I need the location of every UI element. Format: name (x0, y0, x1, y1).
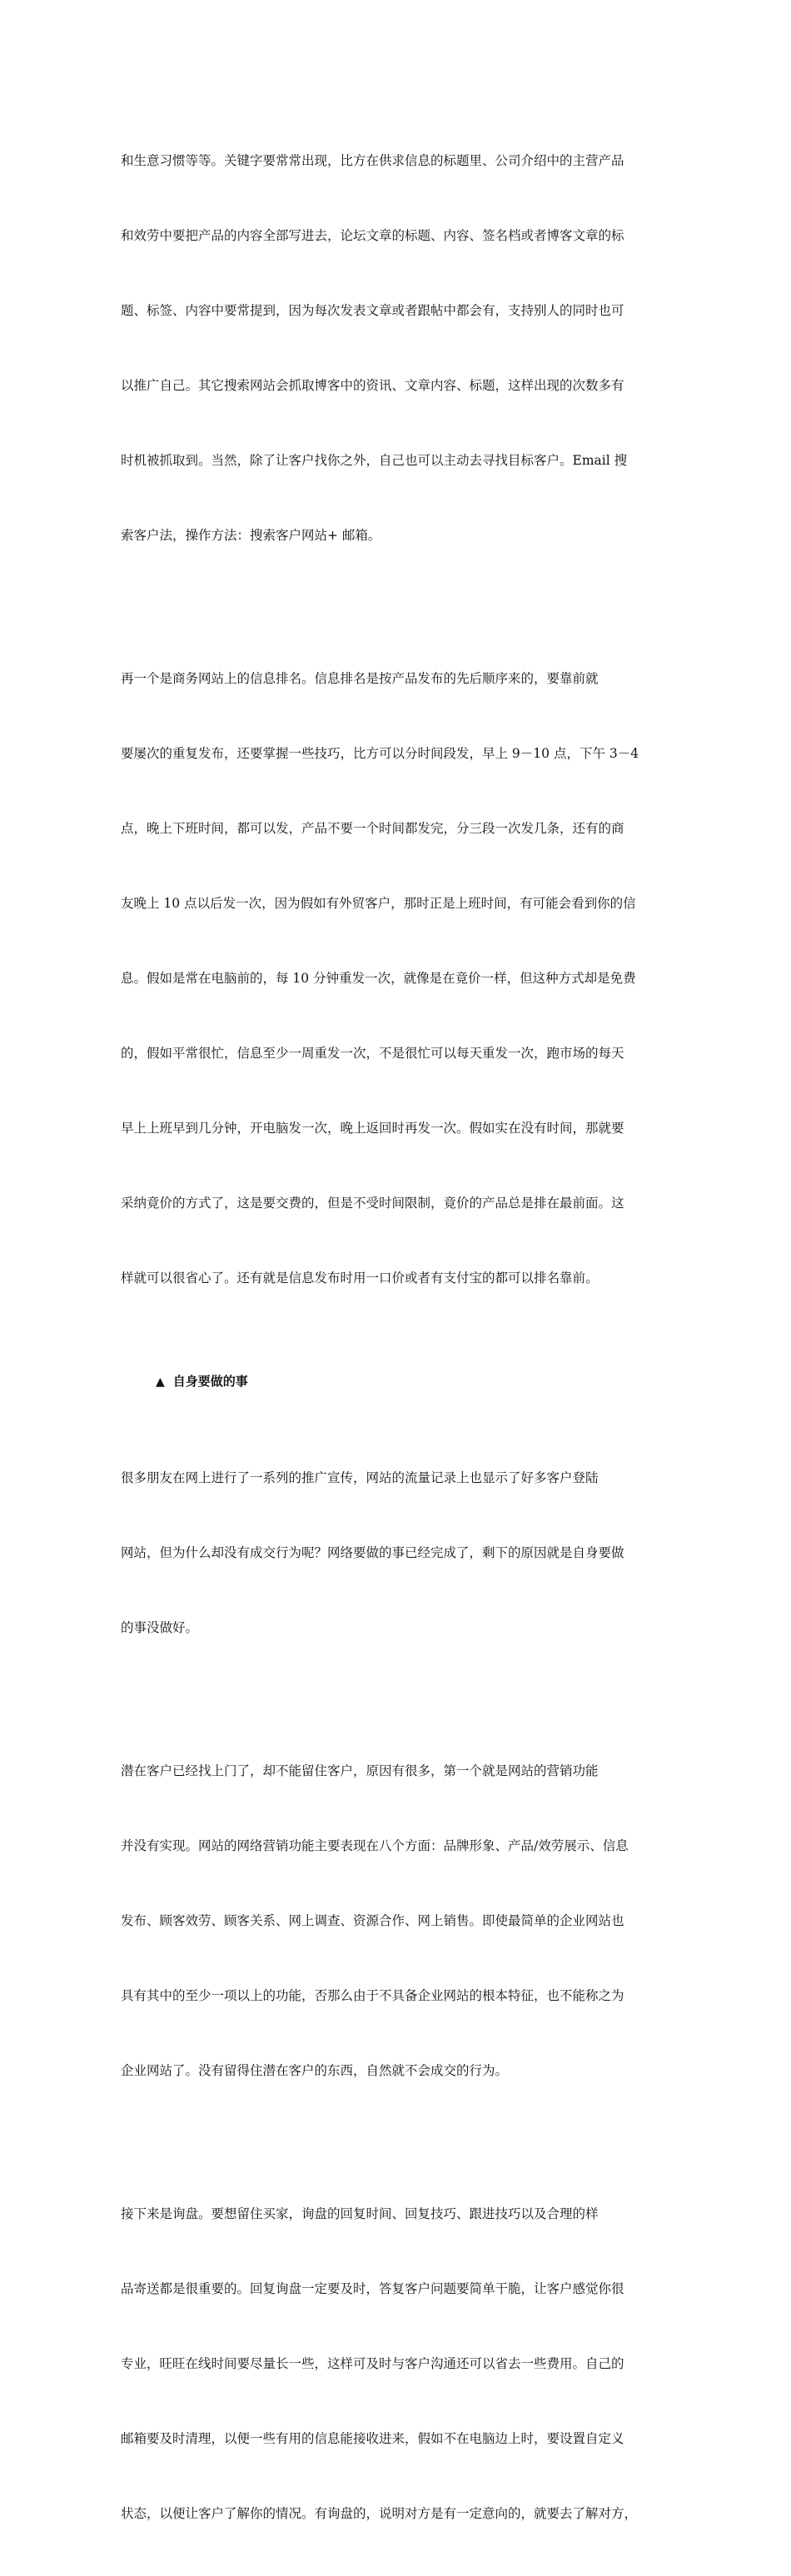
paragraph-gap (121, 1394, 670, 1415)
paragraph-inquiry (121, 2151, 670, 2576)
text-line: 品寄送都是很重要的。回复询盘一定要及时，答复客户问题要简单干脆，让客户感觉你很 (121, 2281, 624, 2296)
text-line: 以推广自己。其它搜索网站会抓取博客中的资讯、文章内容、标题，这样出现的次数多有 (121, 378, 624, 393)
paragraph-gap (121, 598, 670, 616)
section-heading-text: 自身要做的事 (172, 1374, 248, 1389)
triangle-bullet-icon: ▲ (156, 1375, 165, 1389)
text-line: 索客户法，操作方法：搜索客户网站+ 邮箱。 (121, 528, 381, 543)
text-line: 样就可以很省心了。还有就是信息发布时用一口价或者有支付宝的都可以排名靠前。 (121, 1271, 599, 1286)
text-line: 点，晚上下班时间，都可以发，产品不要一个时间都发完，分三段一次发几条，还有的商 (121, 821, 624, 836)
paragraph-keywords (121, 98, 670, 598)
document-page (121, 98, 670, 2576)
text-line: 采纳竟价的方式了，这是要交费的，但是不受时间限制，竟价的产品总是排在最前面。这 (121, 1196, 624, 1211)
text-line: 友晚上 10 点以后发一次，因为假如有外贸客户，那时正是上班时间，有可能会看到你的信 (121, 896, 636, 911)
paragraph-gap (121, 2133, 670, 2151)
text-line: 题、标签、内容中要常提到，因为每次发表文章或者跟帖中都会有，支持别人的同时也可 (121, 303, 624, 318)
text-line: 息。假如是常在电脑前的，每 10 分钟重发一次，就像是在竟价一样，但这种方式却是免费 (121, 971, 636, 986)
text-line: 网站，但为什么却没有成交行为呢？网络要做的事已经完成了，剩下的原因就是自身要做 (121, 1545, 624, 1560)
text-line: 再一个是商务网站上的信息排名。信息排名是按产品发布的先后顺序来的，要靠前就 (121, 671, 599, 686)
paragraph-gap (121, 1690, 670, 1708)
paragraph-gap (121, 1340, 670, 1369)
text-line: 的，假如平常很忙，信息至少一周重发一次，不是很忙可以每天重发一次，跑市场的每天 (121, 1046, 624, 1061)
text-line: 并没有实现。网站的网络营销功能主要表现在八个方面：品牌形象、产品/效劳展示、信息 (121, 1838, 629, 1853)
paragraph-ranking (121, 616, 670, 1340)
text-line: 很多朋友在网上进行了一系列的推广宣传，网站的流量记录上也显示了好多客户登陆 (121, 1470, 599, 1485)
paragraph-website (121, 1708, 670, 2133)
section-heading (121, 1369, 670, 1394)
text-line: 早上上班早到几分钟，开电脑发一次，晚上返回时再发一次。假如实在没有时间，那就要 (121, 1121, 624, 1136)
text-line: 要屡次的重复发布，还要掌握一些技巧，比方可以分时间段发，早上 9－10 点，下午 3－4 (121, 746, 639, 761)
text-line: 企业网站了。没有留得住潜在客户的东西，自然就不会成交的行为。 (121, 2063, 509, 2078)
text-line: 的事没做好。 (121, 1620, 199, 1635)
text-line: 和效劳中要把产品的内容全部写进去，论坛文章的标题、内容、签名档或者博客文章的标 (121, 228, 624, 243)
paragraph-self (121, 1415, 670, 1690)
text-line: 邮箱要及时清理，以便一些有用的信息能接收进来，假如不在电脑边上时，要设置自定义 (121, 2431, 624, 2446)
text-line: 具有其中的至少一项以上的功能，否那么由于不具备企业网站的根本特征，也不能称之为 (121, 1988, 624, 2003)
text-line: 状态，以便让客户了解你的情况。有询盘的，说明对方是有一定意向的，就要去了解对方， (121, 2506, 638, 2521)
text-line: 发布、顾客效劳、顾客关系、网上调查、资源合作、网上销售。即使最简单的企业网站也 (121, 1913, 624, 1928)
text-line: 潜在客户已经找上门了，却不能留住客户，原因有很多，第一个就是网站的营销功能 (121, 1763, 599, 1778)
text-line: 接下来是询盘。要想留住买家，询盘的回复时间、回复技巧、跟进技巧以及合理的样 (121, 2206, 599, 2221)
text-line: 时机被抓取到。当然，除了让客户找你之外，自己也可以主动去寻找目标客户。Email 搜 (121, 453, 628, 468)
text-line: 专业，旺旺在线时间要尽量长一些，这样可及时与客户沟通还可以省去一些费用。自己的 (121, 2356, 624, 2371)
text-line: 和生意习惯等等。关键字要常常出现，比方在供求信息的标题里、公司介绍中的主营产品 (121, 153, 624, 168)
